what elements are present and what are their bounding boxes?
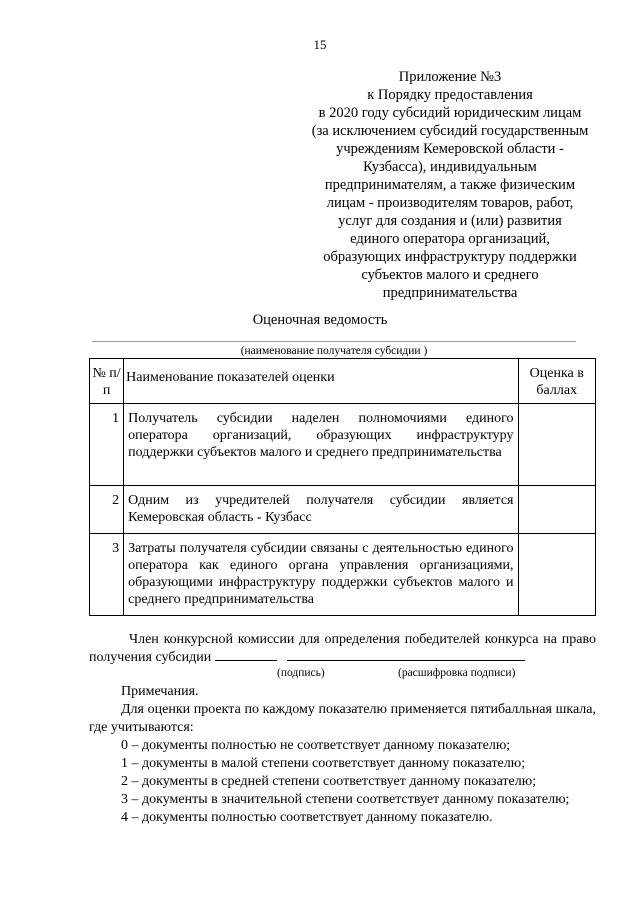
decode-caption: (расшифровка подписи) bbox=[398, 667, 516, 679]
recipient-caption: (наименование получателя субсидии ) bbox=[240, 345, 428, 357]
table-header-row bbox=[90, 359, 596, 404]
row-num: 1 bbox=[90, 404, 124, 486]
notes-item: 0 – документы полностью не соответствует данному показателю; bbox=[121, 738, 511, 753]
notes-heading: Примечания. bbox=[121, 684, 199, 699]
notes-item: 4 – документы полностью соответствует данному показателю. bbox=[121, 810, 493, 825]
row-indicator: Затраты получателя субсидии связаны с деятельностью единого оператора как единого органа управления организациями, образующими инфраструктуру поддержки субъектов малого и среднего предпринимательства bbox=[124, 534, 518, 616]
table-row bbox=[90, 404, 596, 486]
row-score bbox=[518, 486, 596, 534]
appendix-line: предпринимателям, а также физическим bbox=[324, 177, 576, 193]
row-num: 2 bbox=[90, 486, 124, 534]
notes-item: 2 – документы в средней степени соответствует данному показателю; bbox=[121, 774, 537, 789]
signature-field bbox=[215, 649, 277, 661]
notes-item: 3 – документы в значительной степени соответствует данному показателю; bbox=[121, 792, 570, 807]
row-score bbox=[518, 534, 596, 616]
signature-caption: (подпись) bbox=[277, 667, 325, 679]
page-number: 15 bbox=[313, 37, 327, 52]
header-num: № п/п bbox=[90, 359, 124, 404]
appendix-line: (за исключением субсидий государственным bbox=[311, 123, 589, 139]
notes-intro: Для оценки проекта по каждому показателю применяется пятибалльная шкала, где учитываются: bbox=[89, 702, 596, 735]
table-row bbox=[90, 486, 596, 534]
notes-section bbox=[89, 683, 596, 827]
appendix-line: лицам - производителям товаров, работ, bbox=[326, 195, 574, 211]
evaluation-table bbox=[89, 358, 596, 616]
appendix-line: учреждениям Кемеровской области - bbox=[336, 141, 564, 157]
appendix-line: единого оператора организаций, bbox=[350, 231, 550, 247]
signature-decode-field bbox=[287, 649, 525, 661]
header-indicator: Наименование показателей оценки bbox=[124, 359, 518, 404]
appendix-line: Кузбасса), индивидуальным bbox=[363, 159, 537, 175]
header-score: Оценка в баллах bbox=[518, 359, 596, 404]
table-row bbox=[90, 534, 596, 616]
appendix-line: к Порядку предоставления bbox=[367, 87, 533, 103]
commission-member-line bbox=[89, 631, 596, 667]
recipient-name-field bbox=[92, 341, 576, 342]
appendix-line: Приложение №3 bbox=[398, 69, 502, 85]
row-indicator: Получатель субсидии наделен полномочиями единого оператора организаций, образующих инфраструктуру поддержки субъектов малого и среднего предпринимательства bbox=[124, 404, 518, 486]
appendix-header bbox=[300, 68, 600, 302]
row-num: 3 bbox=[90, 534, 124, 616]
appendix-line: субъектов малого и среднего bbox=[361, 267, 539, 283]
appendix-line: услуг для создания и (или) развития bbox=[338, 213, 562, 229]
appendix-line: в 2020 году субсидий юридическим лицам bbox=[318, 105, 582, 121]
document-title: Оценочная ведомость bbox=[252, 312, 388, 328]
row-score bbox=[518, 404, 596, 486]
appendix-line: предпринимательства bbox=[382, 285, 518, 301]
notes-item: 1 – документы в малой степени соответствует данному показателю; bbox=[121, 756, 526, 771]
member-text: Член конкурсной комиссии для определения победителей конкурса на право получения субсидии bbox=[89, 632, 596, 665]
row-indicator: Одним из учредителей получателя субсидии является Кемеровская область - Кузбасс bbox=[124, 486, 518, 534]
appendix-line: образующих инфраструктуру поддержки bbox=[323, 249, 577, 265]
